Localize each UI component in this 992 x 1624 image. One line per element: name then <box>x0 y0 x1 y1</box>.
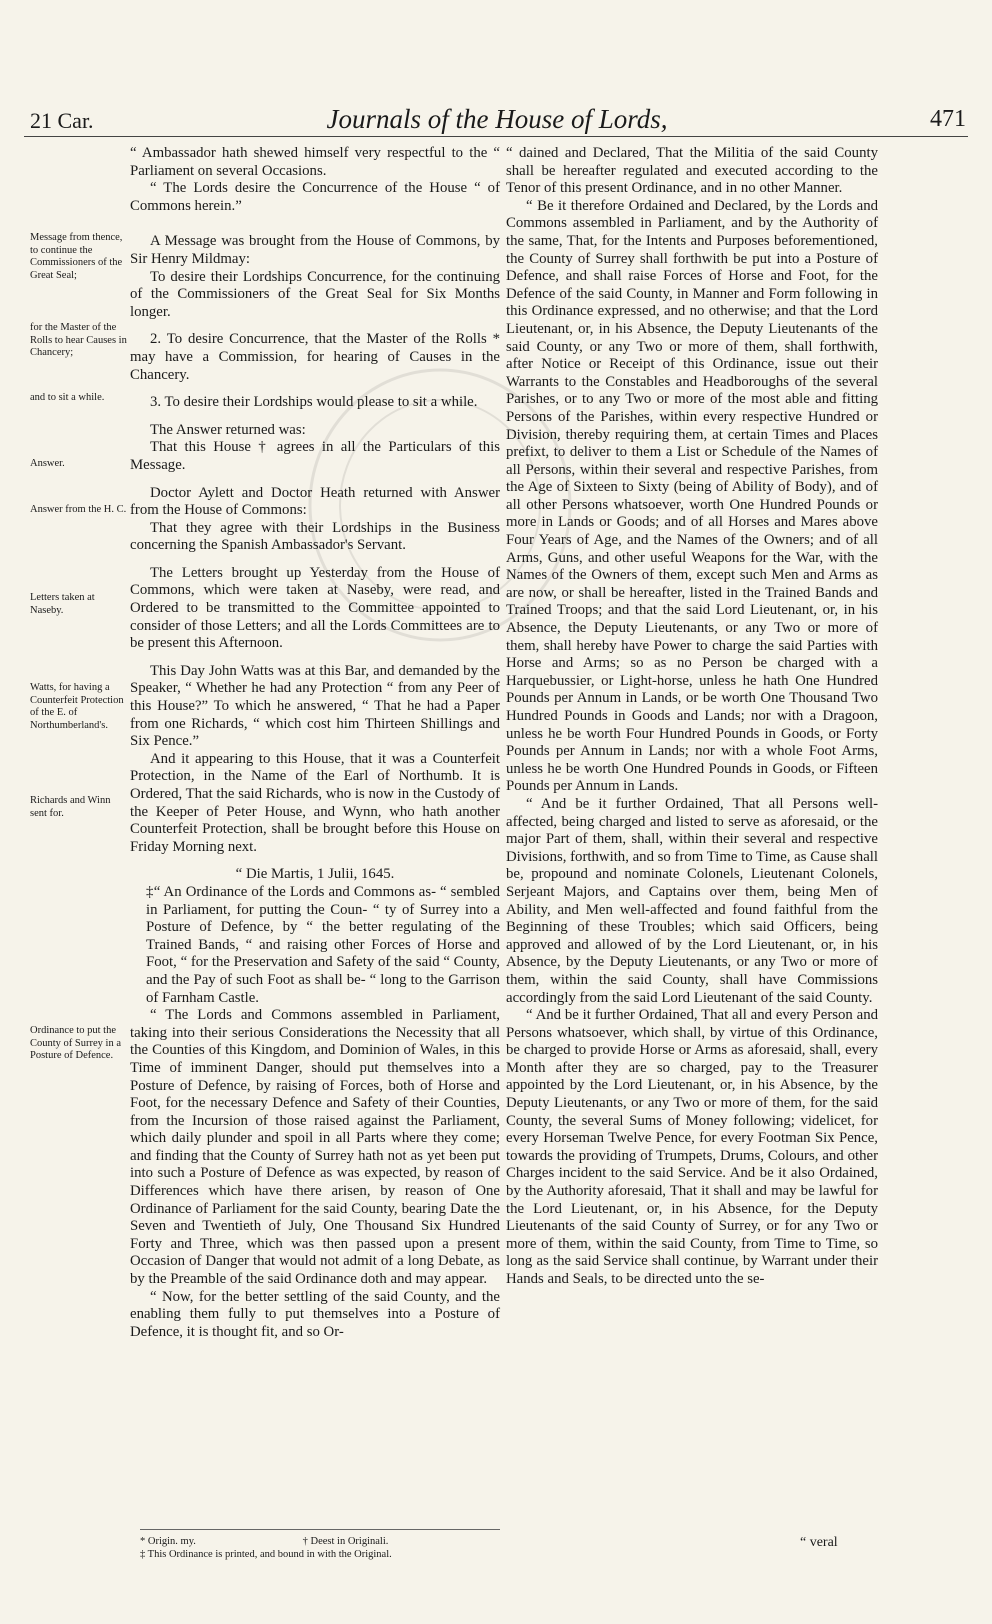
paragraph: “ Now, for the better settling of the said County, and the enabling them fully to put themselves into a Posture of Defence, it is thought fit, and so Or- <box>130 1288 500 1340</box>
margin-note: Letters taken at Naseby. <box>30 592 95 616</box>
margin-note: Answer from the H. C. <box>30 504 127 515</box>
footnote: ‡ This Ordinance is printed, and bound in with the Original. <box>140 1549 392 1560</box>
paragraph: “ And be it further Ordained, That all Persons well-affected, being charged and listed to serve as aforesaid, or the major Part of them, shall, within their several and respective Divisions, forthwith, and so from Time to Time, as Cause shall be, propound and nominate Colonels, Lieutenant Colonels, Serjeant Majors, and Captains over them, being Men of Ability, and Men well-affected and found faithful from the Beginning of these Troubles; which said Officers, being approved and allowed of by the Lord Lieutenant, or, in his Absence, by the Deputy Lieutenants, or any Two or more of them, within the said County, shall have Commissions accordingly from the said Lord Lieutenant of the said County. <box>506 795 878 1006</box>
page-title: Journals of the House of Lords, <box>326 104 668 134</box>
paragraph: To desire their Lordships Concurrence, for the continuing of the Commissioners of the Great Seal for Six Months longer. <box>130 268 500 320</box>
margin-note: for the Master of the Rolls to hear Causes in Chancery; <box>30 322 127 358</box>
paragraph: The Letters brought up Yesterday from the House of Commons, which were taken at Naseby, were read, and Ordered to be transmitted to the Committee appointed to consider of those Letters; and all the Lords Committees are to be present this Afternoon. <box>130 564 500 652</box>
right-column <box>506 145 878 1289</box>
paragraph: “ dained and Declared, That the Militia of the said County shall be hereafter regulated and executed according to the Tenor of this present Ordinance, and in no other Manner. <box>506 145 878 197</box>
footnote: * Origin. my. <box>140 1536 196 1547</box>
margin-note: Answer. <box>30 458 65 469</box>
paragraph: And it appearing to this House, that it was a Counterfeit Protection, in the Name of the Earl of Northumb. It is Ordered, That the said Richards, who is now in the Custody of the Keeper of Peter House, and Wynn, who hath another Counterfeit Protection, shall be brought before this House on Friday Morning next. <box>130 750 501 855</box>
paragraph: The Answer returned was: <box>150 421 306 438</box>
margin-note: Message from thence, to continue the Commissioners of the Great Seal; <box>30 232 123 281</box>
ordinance-title: ‡“ An Ordinance of the Lords and Commons as- “ sembled in Parliament, for putting the Coun- “ ty of Surrey into a Posture of Defence, by “ the better regulating of the Trained Bands, “ and raising other Forces of Horse and Foot, “ for the Preservation and Safety of the said “ County, and the Pay of such Foot as shall be- “ long to the Garrison of Farnham Castle. <box>146 883 500 1006</box>
paragraph: That this House † agrees in all the Particulars of this Message. <box>130 439 500 473</box>
paragraph: 2. To desire Concurrence, that the Master of the Rolls * may have a Commission, for hearing of Causes in the Chancery. <box>130 331 500 383</box>
running-header <box>28 104 966 134</box>
paragraph: Doctor Aylett and Doctor Heath returned with Answer from the House of Commons: <box>130 484 500 519</box>
page-number: 471 <box>930 106 966 132</box>
date-heading: “ Die Martis, 1 Julii, 1645. <box>235 866 395 883</box>
paragraph: “ Ambassador hath shewed himself very respectful to the “ Parliament on several Occasions. <box>130 145 500 179</box>
footnotes <box>140 1535 500 1561</box>
margin-note: Watts, for having a Counterfeit Protection of the E. of Northumberland's. <box>30 682 124 731</box>
header-rule <box>24 136 968 137</box>
left-column <box>130 145 500 1341</box>
margin-note: and to sit a while. <box>30 392 105 403</box>
footnote: † Deest in Originali. <box>302 1536 389 1547</box>
regnal-year: 21 Car. <box>30 108 94 133</box>
margin-note: Ordinance to put the County of Surrey in a Posture of Defence. <box>30 1025 121 1061</box>
margin-note: Richards and Winn sent for. <box>30 795 111 819</box>
paragraph: This Day John Watts was at this Bar, and demanded by the Speaker, “ Whether he had any Protection “ from any Peer of this House?” To which he answered, “ That he had a Paper from one Richards, “ which cost him Thirteen Shillings and Six Pence.” <box>130 662 500 750</box>
catchword: “ veral <box>800 1535 838 1550</box>
paragraph: “ And be it further Ordained, That all and every Person and Persons whatsoever, which shall, by virtue of this Ordinance, be charged to provide Horse or Arms as aforesaid, shall, every Month after they are so charged, pay to the Treasurer appointed by the Lord Lieutenant, or, in his Absence, by the Deputy Lieutenants, or any Two or more of them, for the said County, the several Sums of Money following; videlicet, for every Horseman Twelve Pence, for every Footman Six Pence, towards the providing of Trumpets, Drums, Colours, and other Charges incident to the said Service. And be it also Ordained, by the Authority aforesaid, That it shall and may be lawful for the Lord Lieutenant, or, in his Absence, for the Deputy Lieutenants of the said County of Surrey, or for any Two or more of them, within the said County, from Time to Time, so long as the said Service shall continue, by Warrant under their Hands and Seals, to be directed unto the se- <box>506 1007 878 1287</box>
paragraph: That they agree with their Lordships in the Business concerning the Spanish Ambassador's Servant. <box>130 519 500 554</box>
footnote-rule <box>140 1529 500 1530</box>
paragraph: A Message was brought from the House of Commons, by Sir Henry Mildmay: <box>130 233 500 267</box>
paragraph: 3. To desire their Lordships would please to sit a while. <box>150 394 478 411</box>
paragraph: “ The Lords desire the Concurrence of the House “ of Commons herein.” <box>130 180 500 214</box>
paragraph: “ Be it therefore Ordained and Declared, by the Lords and Commons assembled in Parliament, and by the Authority of the same, That, for the Intents and Purposes beforementioned, the County of Surrey shall forthwith be put into a Posture of Defence, and shall raise Forces of Horse and Foot, for the Defence of the said County, in Manner and Form following in this Ordinance expressed, and no otherwise; and that the Lord Lieutenant, or, in his Absence, the Deputy Lieutenants of the said County, or any Two or more of them, shall forthwith, after Notice or Receipt of this Ordinance, issue out their Warrants to the Constables and Headboroughs of the several Parishes, or to any Two or more of the most able and fitting Persons of the Parishes, within every respective Hundred or Division, thereby requiring them, at certain Times and Places prefixt, to deliver to them a List or Schedule of the Names of all Persons, within their several and respective Parishes, from the Age of Sixteen to Sixty (being of Ability of Body), and of all other Persons whatsoever, worth One Hundred Pounds or more in Lands or Goods; and of all Horses and Mares above Four Years of Age, and the Names of the Owners; and of all Arms, Guns, and other useful Weapons for the War, with the Names of the Owners of them, except such Men and Arms as are now, or shall be hereafter, listed in the Trained Bands and Trained Troops; and that the said Lord Lieutenant, or, in his Absence, the Deputy Lieutenants, or any Two or more of them, shall hereby have Power to charge the said Parties with Horse and Arms; so as no Person be charged with a Harquebussier, or Light-horse, unless he hath One Hundred Pounds per Annum in Lands, or be worth One Thousand Two Hundred Pounds in Goods and Lands; nor with a Dragoon, unless he be worth Four Hundred Pounds in Goods, or Forty Pounds per Annum in Lands; nor with a whole Foot Arms, unless he be worth One Hundred Pounds in Goods, or Fifteen Pounds per Annum in Lands. <box>506 197 878 795</box>
paragraph: “ The Lords and Commons assembled in Parliament, taking into their serious Considerations the Necessity that all the Counties of this Kingdom, and Dominion of Wales, in this Time of imminent Danger, should put themselves into a Posture of Defence, by raising of Forces, both of Horse and Foot, for the necessary Defence and Safety of their Counties, from the Incursion of those raised against the Parliament, which daily plunder and spoil in all Parts where they come; and finding that the County of Surrey hath not as yet been put into such a Posture of Defence as was expected, by reason of Differences which have there arisen, by reason of One Ordinance of Parliament for the said County, bearing Date the Seven and Twentieth of July, One Thousand Six Hundred Forty and Three, which was then passed upon a present Occasion of Danger that would not admit of a long Debate, as by the Preamble of the said Ordinance doth and may appear. <box>130 1007 500 1288</box>
